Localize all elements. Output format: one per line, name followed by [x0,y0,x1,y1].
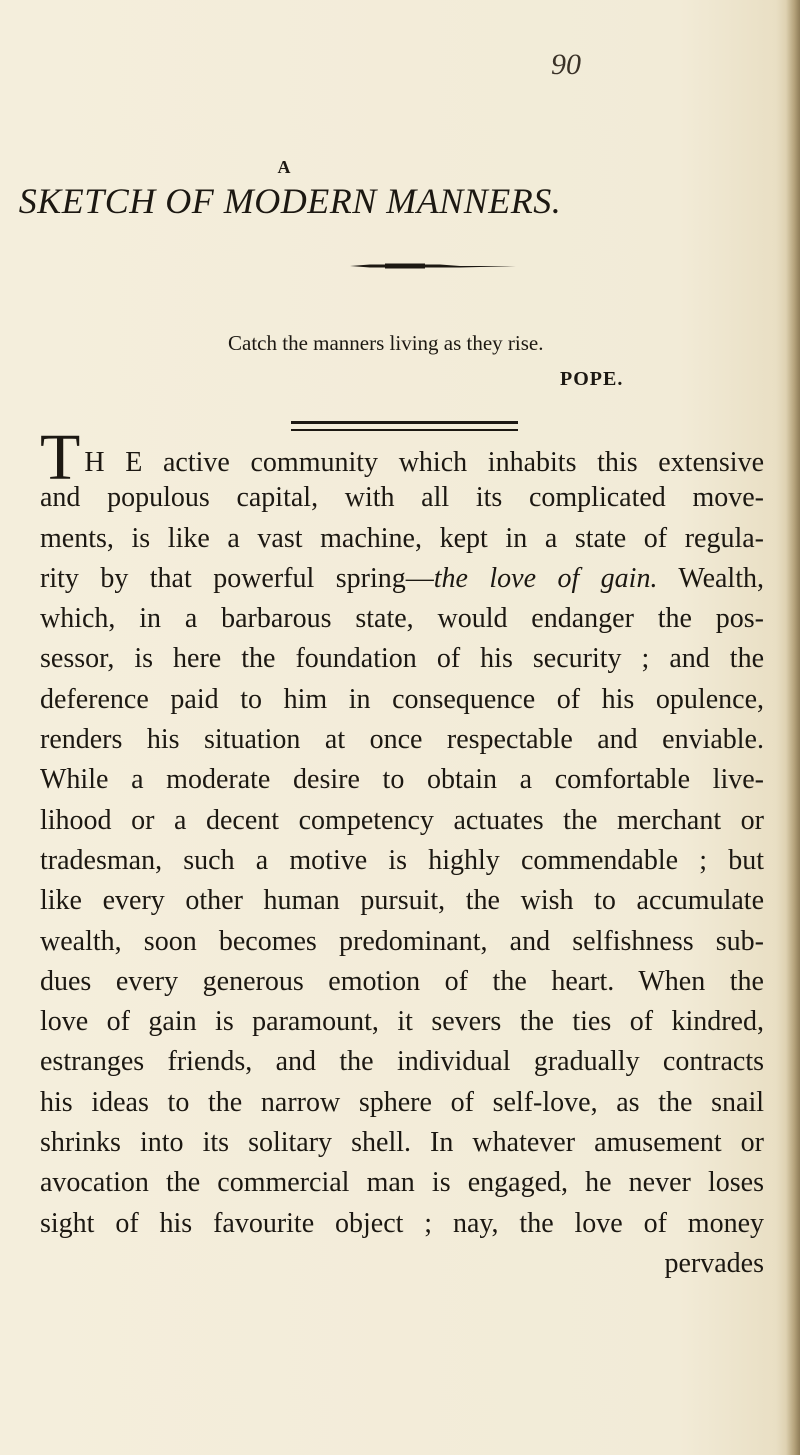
text-line: like every other human pursuit, the wish to accumulate [40,885,764,917]
page-number: 90 [551,48,581,81]
epigraph-author: POPE. [560,368,624,390]
section-double-rule [291,421,518,431]
text-line: deference paid to him in consequence of his opulence, [40,683,764,715]
article-letter: A [277,157,291,177]
page-title: SKETCH OF MODERN MANNERS. [18,181,562,221]
text-line: avocation the commercial man is engaged, he never loses [40,1167,764,1199]
text-line: renders his situation at once respectable and enviable. [40,724,764,756]
text-line: dues every generous emotion of the heart. When the [40,965,764,997]
text-line: sight of his favourite object ; nay, the love of money [40,1207,764,1239]
text-line: his ideas to the narrow sphere of self-love, as the snail [40,1086,764,1118]
text-line: ments, is like a vast machine, kept in a state of regula- [40,522,764,554]
title-rule-ornament [290,263,516,269]
text-line: tradesman, such a motive is highly commendable ; but [40,844,764,876]
text-line: love of gain is paramount, it severs the ties of kindred, [40,1006,764,1038]
text-line: While a moderate desire to obtain a comfortable live- [40,764,764,796]
text-line: and populous capital, with all its complicated move- [40,482,764,514]
body-text [40,421,764,1284]
text-line: which, in a barbarous state, would endanger the pos- [40,603,764,635]
text-line: T H E active community which inhabits this extensive [40,421,764,494]
text-line: wealth, soon becomes predominant, and selfishness sub- [40,925,764,957]
text-line: shrinks into its solitary shell. In whatever amusement or [40,1127,764,1159]
drop-cap: T [40,421,81,494]
catchword: pervades [664,1247,764,1279]
epigraph-quote: Catch the manners living as they rise. [228,331,544,355]
text-line: sessor, is here the foundation of his security ; and the [40,643,764,675]
text-line: lihood or a decent competency actuates the merchant or [40,804,764,836]
text-line: estranges friends, and the individual gradually contracts [40,1046,764,1078]
page-edge-shadow [786,0,800,1455]
text-line: rity by that powerful spring—the love of gain. Wealth, [40,562,764,594]
